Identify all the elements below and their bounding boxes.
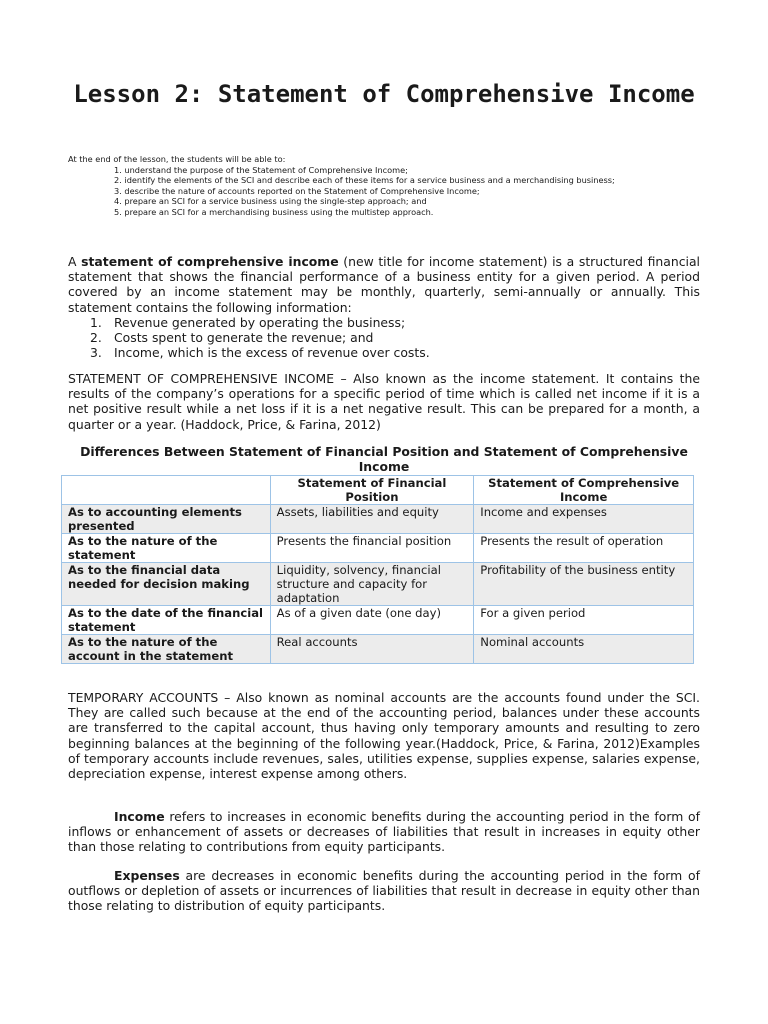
row-heading: As to the nature of the statement [62,534,271,563]
table-cell: Presents the result of operation [474,534,694,563]
list-text: Costs spent to generate the revenue; and [114,330,374,346]
sci-paragraph: STATEMENT OF COMPREHENSIVE INCOME – Also known as the income statement. It contains the results of the company’s operations for a specific period of time which is called net income if it is a net positive result while a net loss if it is a net negative result. This can be prepared for a month, a quarter or a year. (Haddock, Price, & Farina, 2012) [68,371,700,432]
list-text: Revenue generated by operating the business; [114,314,406,330]
objective-item: 5. prepare an SCI for a merchandising business using the multistep approach. [114,206,434,217]
table-row [62,635,694,664]
objective-item: 4. prepare an SCI for a service business using the single-step approach; and [114,196,427,207]
table-cell: As of a given date (one day) [270,606,474,635]
definition-text: (new title for income statement) is a structured financial statement that shows the financial performance of a business entity for a given period. A period covered by an income statement may be monthly, quarterly, semi-annually or annually. This statement contains the following information: [68,254,700,315]
table-cell: Presents the financial position [270,534,474,563]
table-cell: Profitability of the business entity [474,563,694,606]
table-cell: For a given period [474,606,694,635]
objective-item: 3. describe the nature of accounts reported on the Statement of Comprehensive Income; [114,185,480,196]
objectives-list [68,165,702,218]
list-number: 2. [90,330,102,346]
table-cell: Income and expenses [474,505,694,534]
table-cell: Assets, liabilities and equity [270,505,474,534]
table-cell: Nominal accounts [474,635,694,664]
row-heading: As to the date of the financial statement [62,606,271,635]
table-header-cell: Statement of Comprehensive Income [474,476,694,505]
definition-lead: A [68,254,82,269]
expenses-term: Expenses [114,868,180,883]
row-heading: As to the financial data needed for decision making [62,563,271,606]
list-item [68,330,700,345]
definition-paragraph [68,254,700,315]
expenses-paragraph [68,868,700,914]
table-cell: Real accounts [270,635,474,664]
table-header-row [62,476,694,505]
temporary-accounts-section [68,690,700,781]
table-cell: Liquidity, solvency, financial structure and capacity for adaptation [270,563,474,606]
income-section [68,809,700,855]
page-title: Lesson 2: Statement of Comprehensive Income [73,80,695,108]
objectives-intro: At the end of the lesson, the students will be able to: [68,154,286,164]
learning-objectives [68,154,702,218]
list-number: 3. [90,345,102,361]
table-row [62,606,694,635]
table-header-cell: Statement of Financial Position [270,476,474,505]
income-term: Income [114,809,165,824]
objective-item: 2. identify the elements of the SCI and describe each of these items for a service business and a merchandising business; [114,175,615,186]
list-item [68,345,700,360]
definition-term: statement of comprehensive income [81,254,339,269]
definition-section [68,254,700,360]
table-header-cell [62,476,271,505]
expenses-section [68,868,700,914]
table-row [62,505,694,534]
income-text: refers to increases in economic benefits during the accounting period in the form of inflows or enhancement of assets or decreases of liabilities that result in increases in equity other than those relating to contributions from equity participants. [68,809,700,855]
row-heading: As to accounting elements presented [62,505,271,534]
list-item [68,315,700,330]
expenses-text: are decreases in economic benefits during the accounting period in the form of outflows or depletion of assets or incurrences of liabilities that result in decrease in equity other than those relating to distribution of equity participants. [68,868,700,914]
information-list [68,315,700,361]
objective-item: 1. understand the purpose of the Statement of Comprehensive Income; [114,164,408,175]
sci-section [68,371,700,432]
table-row [62,563,694,606]
table-caption: Differences Between Statement of Financial Position and Statement of Comprehensive Income [80,444,688,474]
row-heading: As to the nature of the account in the statement [62,635,271,664]
list-number: 1. [90,314,102,330]
differences-table [61,475,694,664]
temporary-accounts-paragraph: TEMPORARY ACCOUNTS – Also known as nominal accounts are the accounts found under the SCI. They are called such because at the end of the accounting period, balances under these accounts are transferred to the capital account, thus having only temporary amounts and resulting to zero beginning balances at the beginning of the following year.(Haddock, Price, & Farina, 2012)Examples of temporary accounts include revenues, sales, utilities expense, supplies expense, salaries expense, depreciation expense, interest expense among others. [68,690,700,782]
table-row [62,534,694,563]
list-text: Income, which is the excess of revenue over costs. [114,345,430,361]
income-paragraph [68,809,700,855]
